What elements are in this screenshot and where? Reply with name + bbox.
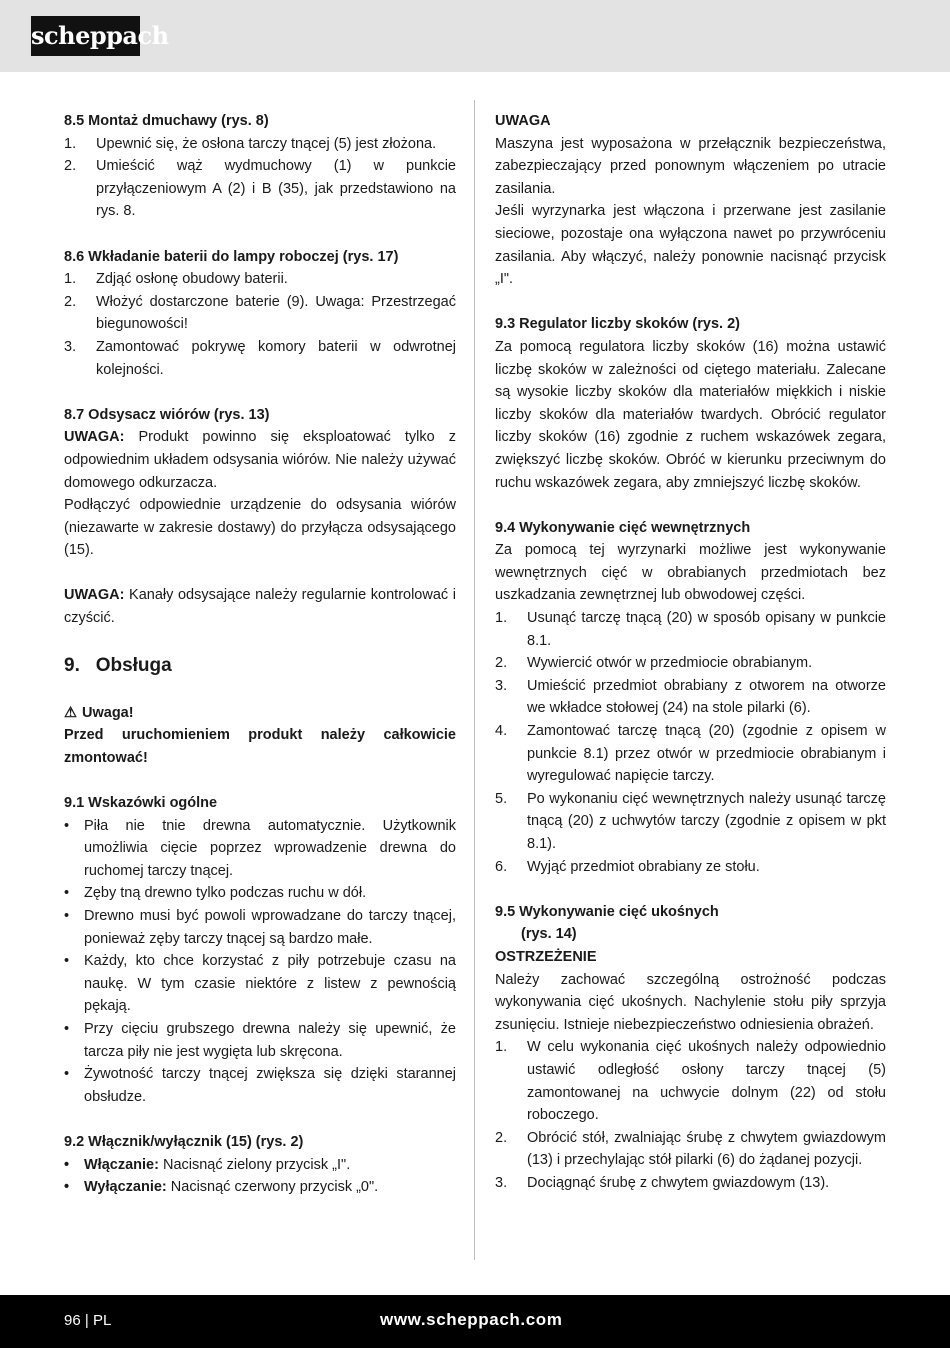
list-item: 2. Wywiercić otwór w przedmiocie obrabianym. <box>495 655 813 672</box>
section-8-7-title: 8.7 Odsysacz wiórów (rys. 13) <box>64 406 270 423</box>
list-item: 1. Upewnić się, że osłona tarczy tnącej (5) jest złożona. <box>64 135 437 152</box>
brand-logo: scheppach <box>31 16 140 56</box>
list-item: 5. Po wykonaniu cięć wewnętrznych należy usunąć tarczę tnącą (20) z uchwytów tarczy (zgodnie z opisem w pkt 8.1). <box>495 790 886 852</box>
section-9-2-list <box>64 1154 456 1199</box>
list-item: • Wyłączanie: Nacisnąć czerwony przycisk „0". <box>64 1179 379 1196</box>
list-item: 1. Zdjąć osłonę obudowy baterii. <box>64 271 288 288</box>
section-9-1-title: 9.1 Wskazówki ogólne <box>64 795 218 812</box>
uwaga-paragraph: Jeśli wyrzynarka jest włączona i przerwane jest zasilanie sieciowe, pozostaje ona wyłączona nawet po przywróceniu zasilania. Aby włączyć, należy ponownie nacisnąć przycisk „I". <box>495 203 886 288</box>
list-item: • Piła nie tnie drewna automatycznie. Użytkownik umożliwia cięcie poprzez wprowadzenie drewna do ruchomej tarczy tnącej. <box>64 817 456 879</box>
page-header <box>0 0 950 72</box>
list-item: 3. Zamontować pokrywę komory baterii w odwrotnej kolejności. <box>64 338 456 378</box>
left-column <box>64 110 456 1199</box>
list-item: • Przy cięciu grubszego drewna należy się upewnić, że tarcza piły nie jest wygięta lub skręcona. <box>64 1020 456 1060</box>
section-9-5-list <box>495 1036 886 1194</box>
section-8-6-list <box>64 268 456 381</box>
chapter-9-title: 9. Obsługa <box>64 654 172 676</box>
section-9-1-list <box>64 815 456 1109</box>
section-9-4-list <box>495 607 886 878</box>
list-item: • Włączanie: Nacisnąć zielony przycisk „I". <box>64 1156 351 1173</box>
list-item: 1. Usunąć tarczę tnącą (20) w sposób opisany w punkcie 8.1. <box>495 610 886 649</box>
section-8-5-list <box>64 133 456 223</box>
page-footer <box>0 1295 950 1348</box>
warning-heading: ⚠ Uwaga! <box>64 702 456 725</box>
list-item: 3. Dociągnąć śrubę z chwytem gwiazdowym (13). <box>495 1174 830 1191</box>
list-item: 2. Włożyć dostarczone baterie (9). Uwaga: Przestrzegać biegunowości! <box>64 293 456 333</box>
section-8-5-title: 8.5 Montaż dmuchawy (rys. 8) <box>64 113 269 129</box>
list-item: • Żywotność tarczy tnącej zwiększa się dzięki starannej obsłudze. <box>64 1066 456 1105</box>
list-item: • Zęby tną drewno tylko podczas ruchu w dół. <box>64 885 367 902</box>
ostrzezenie-paragraph: Należy zachować szczególną ostrożność podczas wykonywania cięć ukośnych. Nachylenie stołu piły sprzyja zsunięciu. Istnieje niebezpieczeństwo odniesienia obrażeń. <box>495 971 886 1033</box>
section-8-7-paragraph: UWAGA: Produkt powinno się eksploatować tylko z odpowiednim układem odsysania wiórów. Nie należy używać domowego odkurzacza. <box>64 429 456 491</box>
list-item: 2. Obrócić stół, zwalniając śrubę z chwytem gwiazdowym (13) i przechylając stół pilarki (6) do żądanej pozycji. <box>495 1129 886 1169</box>
page-number: 96 | PL <box>64 1312 112 1329</box>
section-8-6-title: 8.6 Wkładanie baterii do lampy roboczej (rys. 17) <box>64 248 399 265</box>
website-link[interactable]: www.scheppach.com <box>380 1310 563 1329</box>
section-8-7-note: UWAGA: Kanały odsysające należy regularnie kontrolować i czyścić. <box>64 587 456 627</box>
section-8-7-paragraph: Podłączyć odpowiednie urządzenie do odsysania wiórów (niezawarte w zakresie dostawy) do przyłącza odsysającego (15). <box>64 497 456 559</box>
section-9-3-paragraph: Za pomocą regulatora liczby skoków (16) można ustawić liczbę skoków w zależności od ciętego materiału. Zalecane są wysokie liczby skoków dla materiałów miękkich i niskie liczby skoków dla materiałów twardych. Obrócić regulator liczby skoków (16) zgodnie z ruchem wskazówek zegara, zwiększyć liczbę skoków. Obróć w kierunku przeciwnym do ruchu wskazówek zegara, aby zmniejszyć liczbę skoków. <box>495 338 886 491</box>
section-9-4-paragraph: Za pomocą tej wyrzynarki możliwe jest wykonywanie wewnętrznych cięć w obrabianych przedmiotach bez uszkadzania zewnętrznej lub obwodowej części. <box>495 542 886 604</box>
list-item: 6. Wyjąć przedmiot obrabiany ze stołu. <box>495 858 760 875</box>
list-item: • Każdy, kto chce korzystać z piły potrzebuje czasu na naukę. W tym czasie niektóre z listew z pewnością pękają. <box>64 953 456 1015</box>
section-9-5-title-ref: (rys. 14) <box>521 926 577 943</box>
section-9-5-title: 9.5 Wykonywanie cięć ukośnych <box>495 903 719 920</box>
list-item: 3. Umieścić przedmiot obrabiany z otworem na otworze we wkładce stołowej (24) na stole pilarki (6). <box>495 677 886 717</box>
right-column <box>495 110 886 1195</box>
list-item: 4. Zamontować tarczę tnącą (20) (zgodnie z opisem w punkcie 8.1) przez otwór w przedmiocie obrabianym i wyregulować napięcie tarczy. <box>495 723 886 785</box>
section-9-3-title: 9.3 Regulator liczby skoków (rys. 2) <box>495 316 740 333</box>
list-item: 2. Umieścić wąż wydmuchowy (1) w punkcie przyłączeniowym A (2) i B (35), jak przedstawiono na rys. 8. <box>64 158 456 220</box>
section-9-4-title: 9.4 Wykonywanie cięć wewnętrznych <box>495 519 751 536</box>
list-item: • Drewno musi być powoli wprowadzane do tarczy tnącej, ponieważ zęby tarczy tnącej są bardzo małe. <box>64 908 456 947</box>
warning-text: Przed uruchomieniem produkt należy całkowicie zmontować! <box>64 727 456 766</box>
uwaga-title: UWAGA <box>495 113 551 129</box>
uwaga-paragraph: Maszyna jest wyposażona w przełącznik bezpieczeństwa, zabezpieczający przed ponownym włączeniem po utracie zasilania. <box>495 135 886 197</box>
section-9-2-title: 9.2 Włącznik/wyłącznik (15) (rys. 2) <box>64 1133 304 1150</box>
ostrzezenie-title: OSTRZEŻENIE <box>495 948 597 965</box>
column-divider <box>474 100 475 1260</box>
warning-triangle-icon: ⚠ <box>64 704 77 721</box>
list-item: 1. W celu wykonania cięć ukośnych należy odpowiednio ustawić odległość osłony tarczy tnącej (5) zamontowanej na uchwycie dolnym (22) od stołu roboczego. <box>495 1039 886 1124</box>
